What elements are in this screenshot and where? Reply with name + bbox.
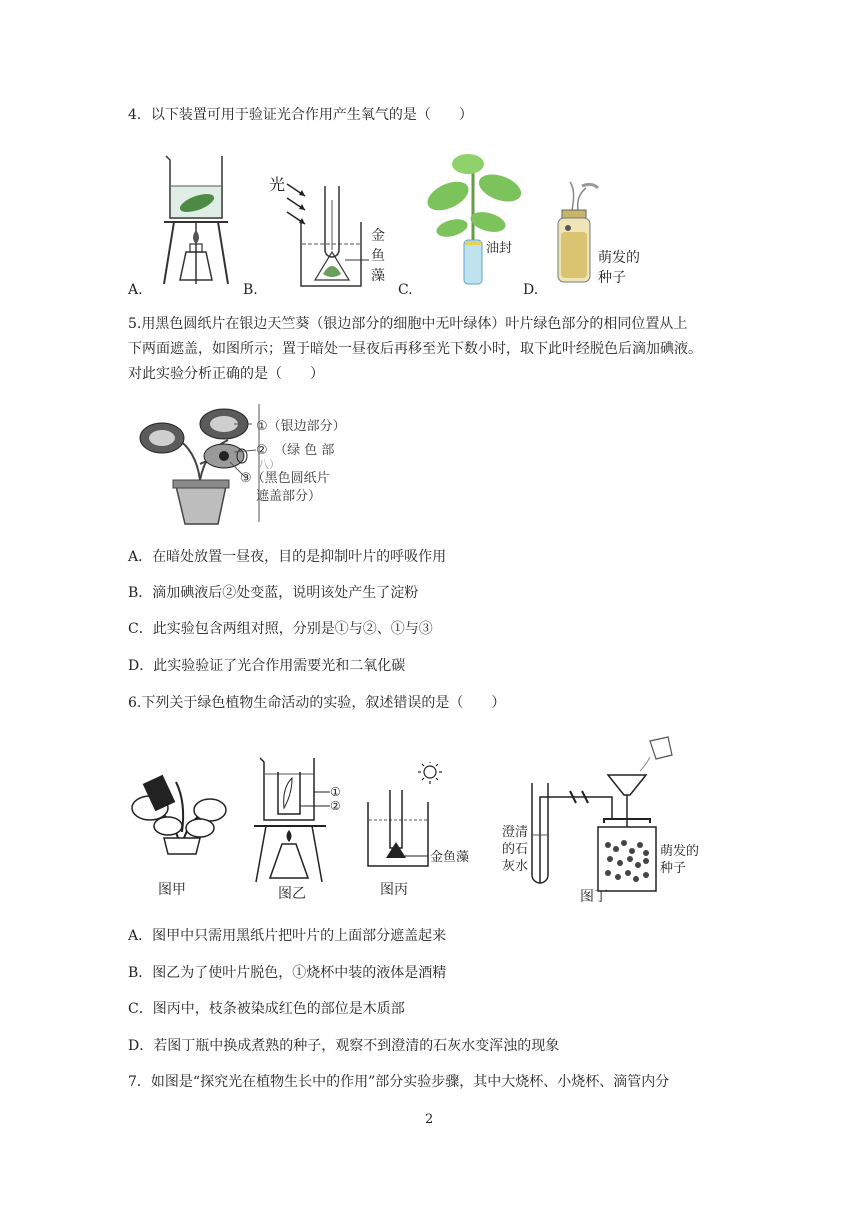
q4-figure-c-oil-label: 油封 [486,241,513,256]
q5-figure-label-3b: 遮盖部分） [256,489,322,504]
q6-figure-ding-left-2: 的石 [502,842,529,857]
q4-figure-b-label-2: 鱼 [371,248,385,264]
q6-option-b: B．图乙为了使叶片脱色，①烧杯中装的液体是酒精 [128,965,447,981]
page-number: 2 [425,1112,434,1127]
q6-figure-yi-mark-2: ② [330,799,341,813]
q5-figure-label-2-cut: 八） [258,458,280,471]
q6-figure-ding-label: 图丁 [580,889,608,905]
q6-figure-jia-label: 图甲 [158,882,186,898]
q4-figure-c [418,148,528,288]
q6-option-c: C．图丙中，枝条被染成红色的部位是木质部 [128,1001,405,1017]
q4-option-d: D. [523,282,539,298]
q4-stem: 4．以下装置可用于验证光合作用产生氧气的是（ ） [128,107,473,123]
q5-figure-label-1: ①（银边部分） [256,419,346,434]
q5-stem-line-1: 5.用黑色圆纸片在银边天竺葵（银边部分的细胞中无叶绿体）叶片绿色部分的相同位置从上 [128,316,688,332]
q4-option-c: C. [398,282,413,298]
q6-figure-yi [252,752,352,902]
q6-option-d: D．若图丁瓶中换成煮熟的种子，观察不到澄清的石灰水变浑浊的现象 [128,1038,560,1054]
q5-option-d: D．此实验验证了光合作用需要光和二氧化碳 [128,658,406,674]
q4-figure-b-light-label: 光 [269,175,286,194]
q6-figure-yi-label: 图乙 [278,886,306,902]
q5-figure-geranium [130,404,370,529]
q4-figure-d-label-1: 萌发的 [598,250,640,266]
q6-figure-bing-plant-label: 金鱼藻 [430,850,470,865]
q4-figure-b-label-1: 金 [371,228,385,244]
q6-figure-yi-mark-1: ① [330,785,341,799]
q5-stem-line-2: 下两面遮盖，如图所示；置于暗处一昼夜后再移至光下数小时，取下此叶经脱色后滴加碘液。 [128,341,702,357]
q4-figure-d [548,180,668,290]
q7-stem: 7．如图是“探究光在植物生长中的作用”部分实验步骤，其中大烧杯、小烧杯、滴管内分 [128,1074,670,1090]
q6-option-a: A．图甲中只需用黑纸片把叶片的上面部分遮盖起来 [128,928,447,944]
q6-figure-jia [128,762,228,902]
q4-figure-b-label-3: 藻 [371,268,385,284]
q5-stem-line-3: 对此实验分析正确的是（ ） [128,366,324,382]
q4-figure-a [160,152,240,292]
q6-figure-ding [500,735,710,905]
q4-figure-d-label-2: 种子 [598,270,626,286]
q4-figure-b [265,170,395,300]
q6-figure-bing [362,762,482,902]
q6-figure-ding-left-3: 灰水 [502,859,529,874]
q5-figure-label-2: ② （绿 色 部 [256,443,335,458]
q5-figure-label-3a: ③（黑色圆纸片 [240,471,330,486]
q6-figure-ding-right-2: 种子 [660,861,687,876]
q5-option-b: B．滴加碘液后②处变蓝，说明该处产生了淀粉 [128,585,419,601]
q5-option-c: C．此实验包含两组对照，分别是①与②、①与③ [128,621,433,637]
q6-figure-ding-right-1: 萌发的 [660,844,700,859]
q4-option-a: A. [128,282,143,298]
q4-option-b: B. [243,282,258,298]
q6-figure-bing-label: 图丙 [380,882,408,898]
q6-figure-ding-left-1: 澄清 [502,825,529,840]
q6-stem: 6.下列关于绿色植物生命活动的实验，叙述错误的是（ ） [128,695,506,711]
q5-option-a: A．在暗处放置一昼夜，目的是抑制叶片的呼吸作用 [128,549,447,565]
